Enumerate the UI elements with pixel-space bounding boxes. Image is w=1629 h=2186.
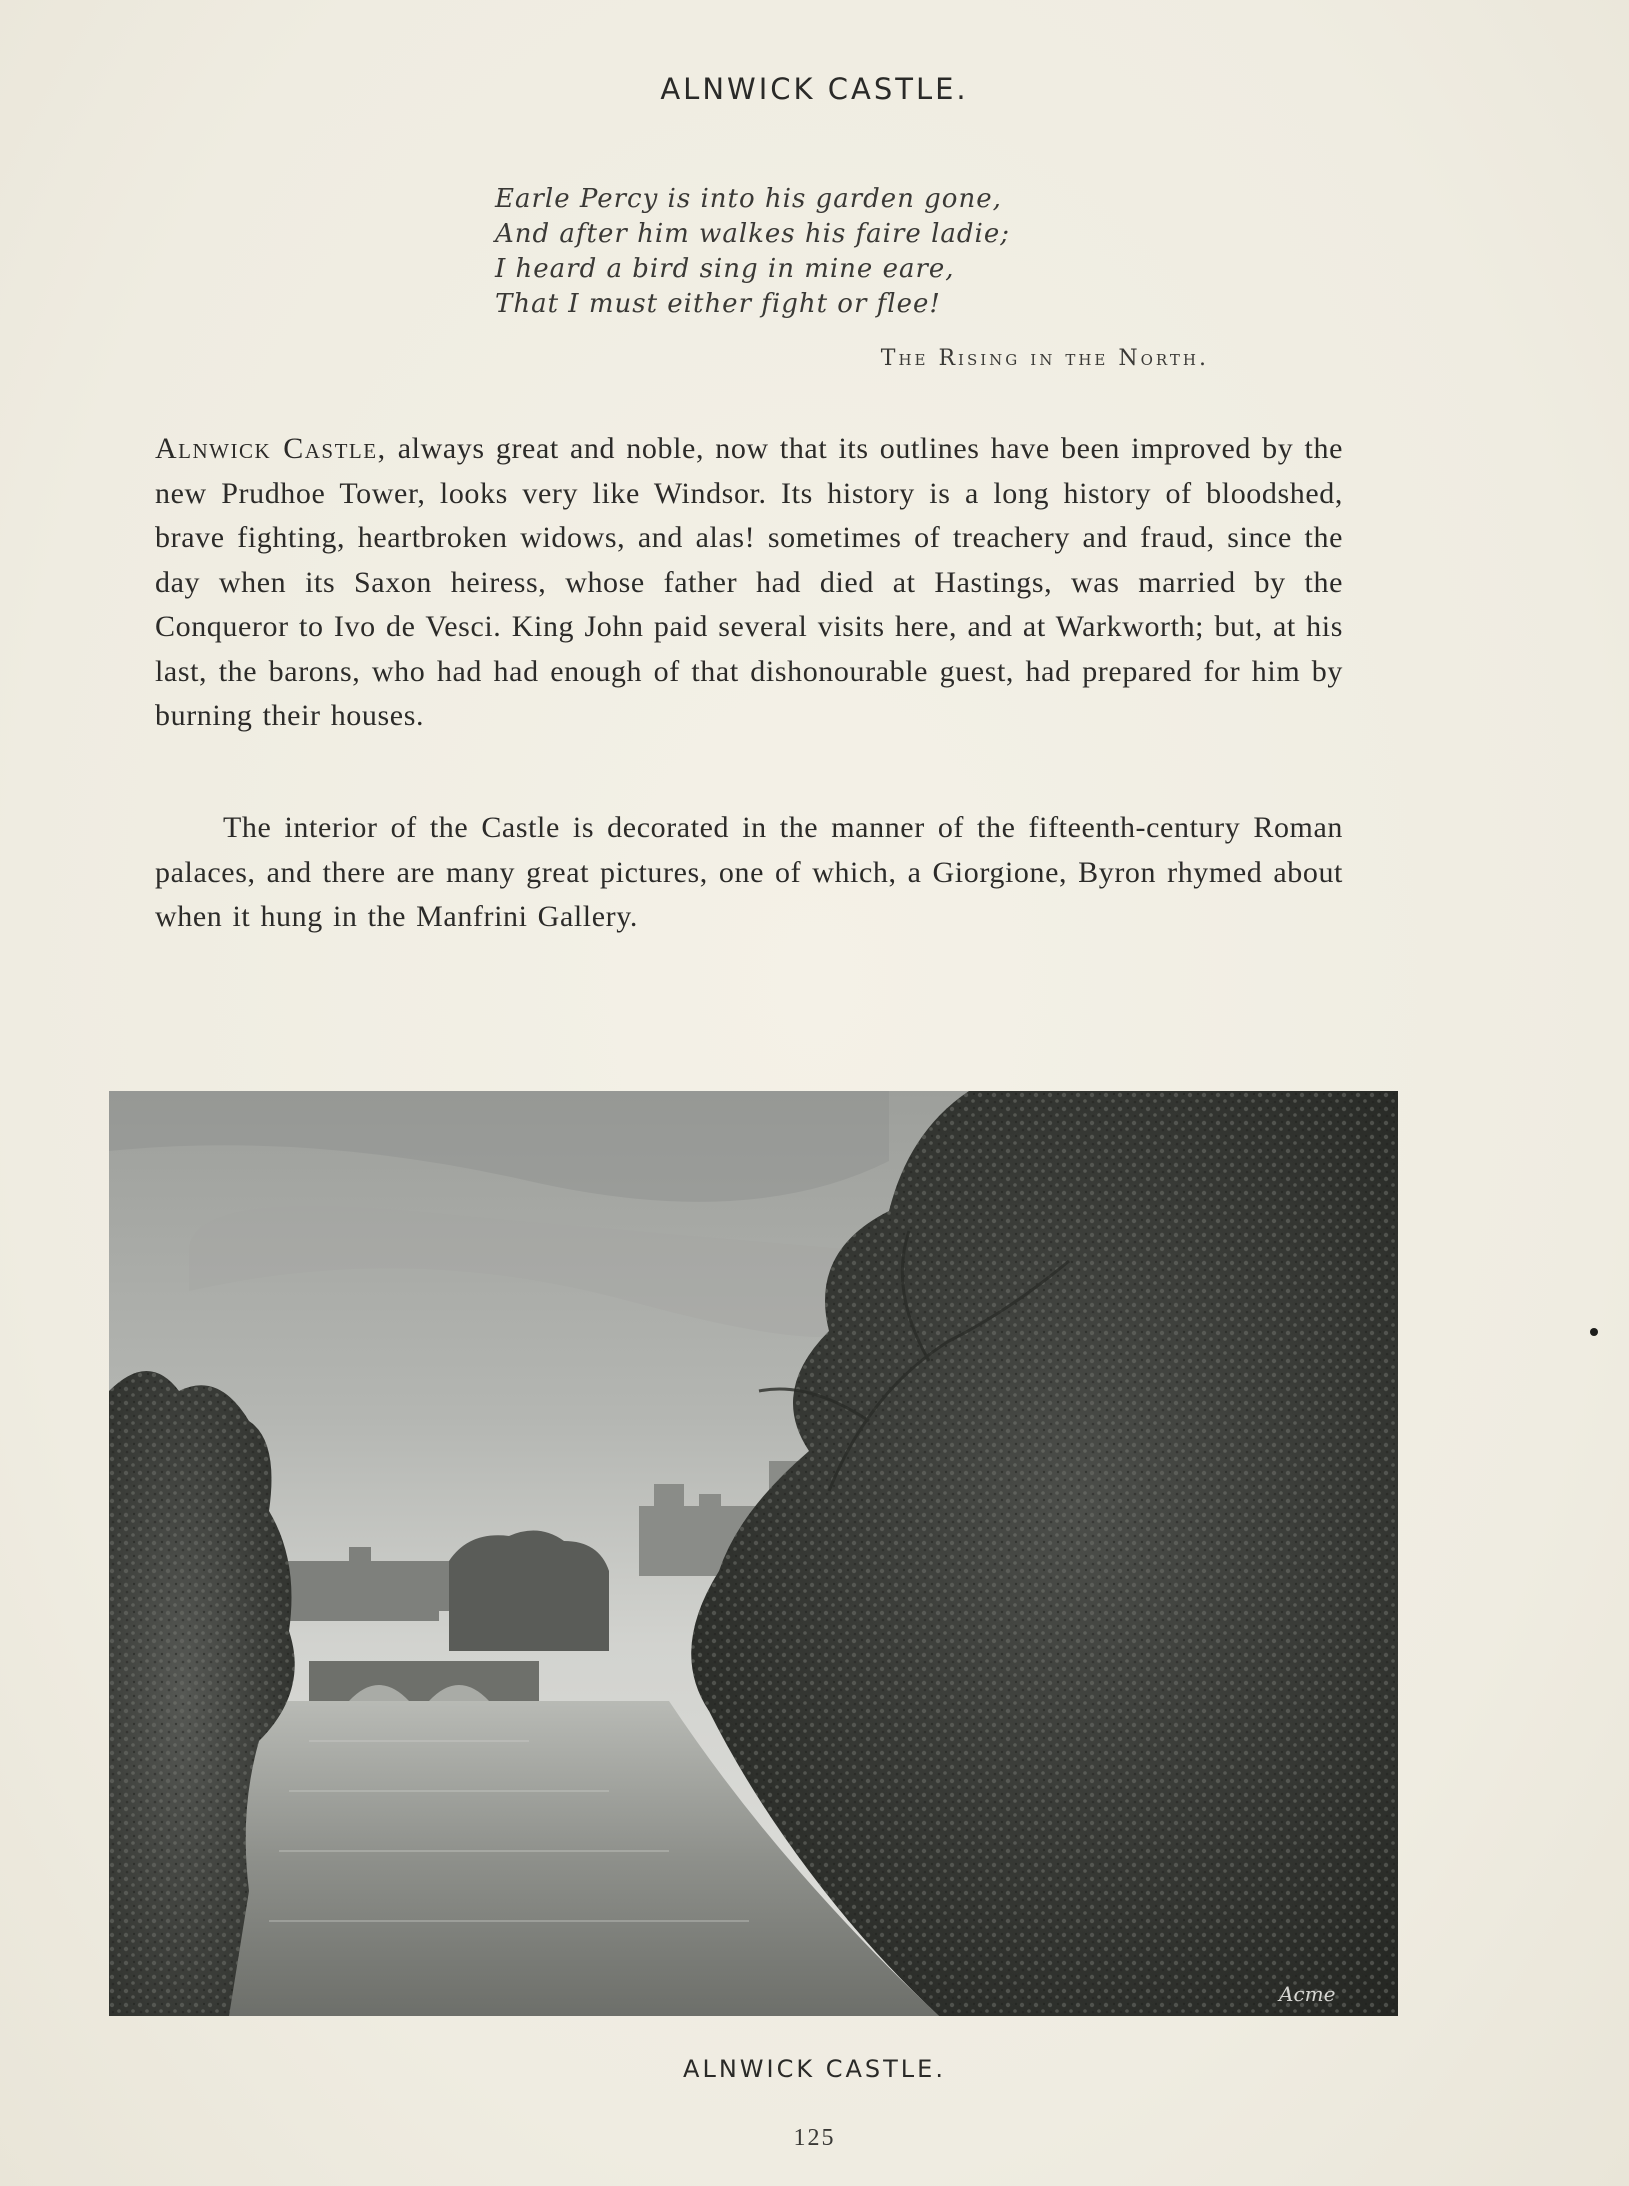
epigraph-attribution: The Rising in the North. [880,346,1209,371]
castle-photograph [109,1091,1398,2016]
body-paragraph-2: The interior of the Castle is decorated in the manner of the fifteenth-century Roman palaces, and there are many great pictures, one of which, a Giorgione, Byron rhymed about when it hung in the Manfrini Gallery. [155,811,1343,933]
stone-bridge [309,1661,539,1701]
paragraph-1-text: always great and noble, now that its outlines have been improved by the new Prudhoe Tower, looks very like Windsor. Its history is a long history of bloodshed, brave fighting, heartbroken widows, and alas! sometimes of treachery and fraud, since the day when its Saxon heiress, whose father had died at Hastings, was married by the Conqueror to Ivo de Vesci. King John paid several visits here, and at Warkworth; but, at his last, the barons, who had had enough of that dishonourable guest, had prepared for him by burning their houses. [155,432,1344,732]
epigraph-poem [495,182,1055,322]
body-paragraph-1 [155,427,1343,739]
page-title: ALNWICK CASTLE. [660,72,969,106]
poem-line-3: I heard a bird sing in mine eare, [495,254,955,284]
poem-line-4: That I must either fight or flee! [495,289,941,319]
page-number: 125 [793,2125,836,2151]
poem-line-2: And after him walkes his faire ladie; [495,219,1010,249]
paragraph-lead-in: Alnwick Castle, [155,432,387,465]
photo-signature: Acme [1279,1982,1336,2006]
ink-speck [1590,1328,1598,1336]
poem-line-1: Earle Percy is into his garden gone, [495,184,1002,214]
figure-caption: ALNWICK CASTLE. [683,2055,946,2083]
